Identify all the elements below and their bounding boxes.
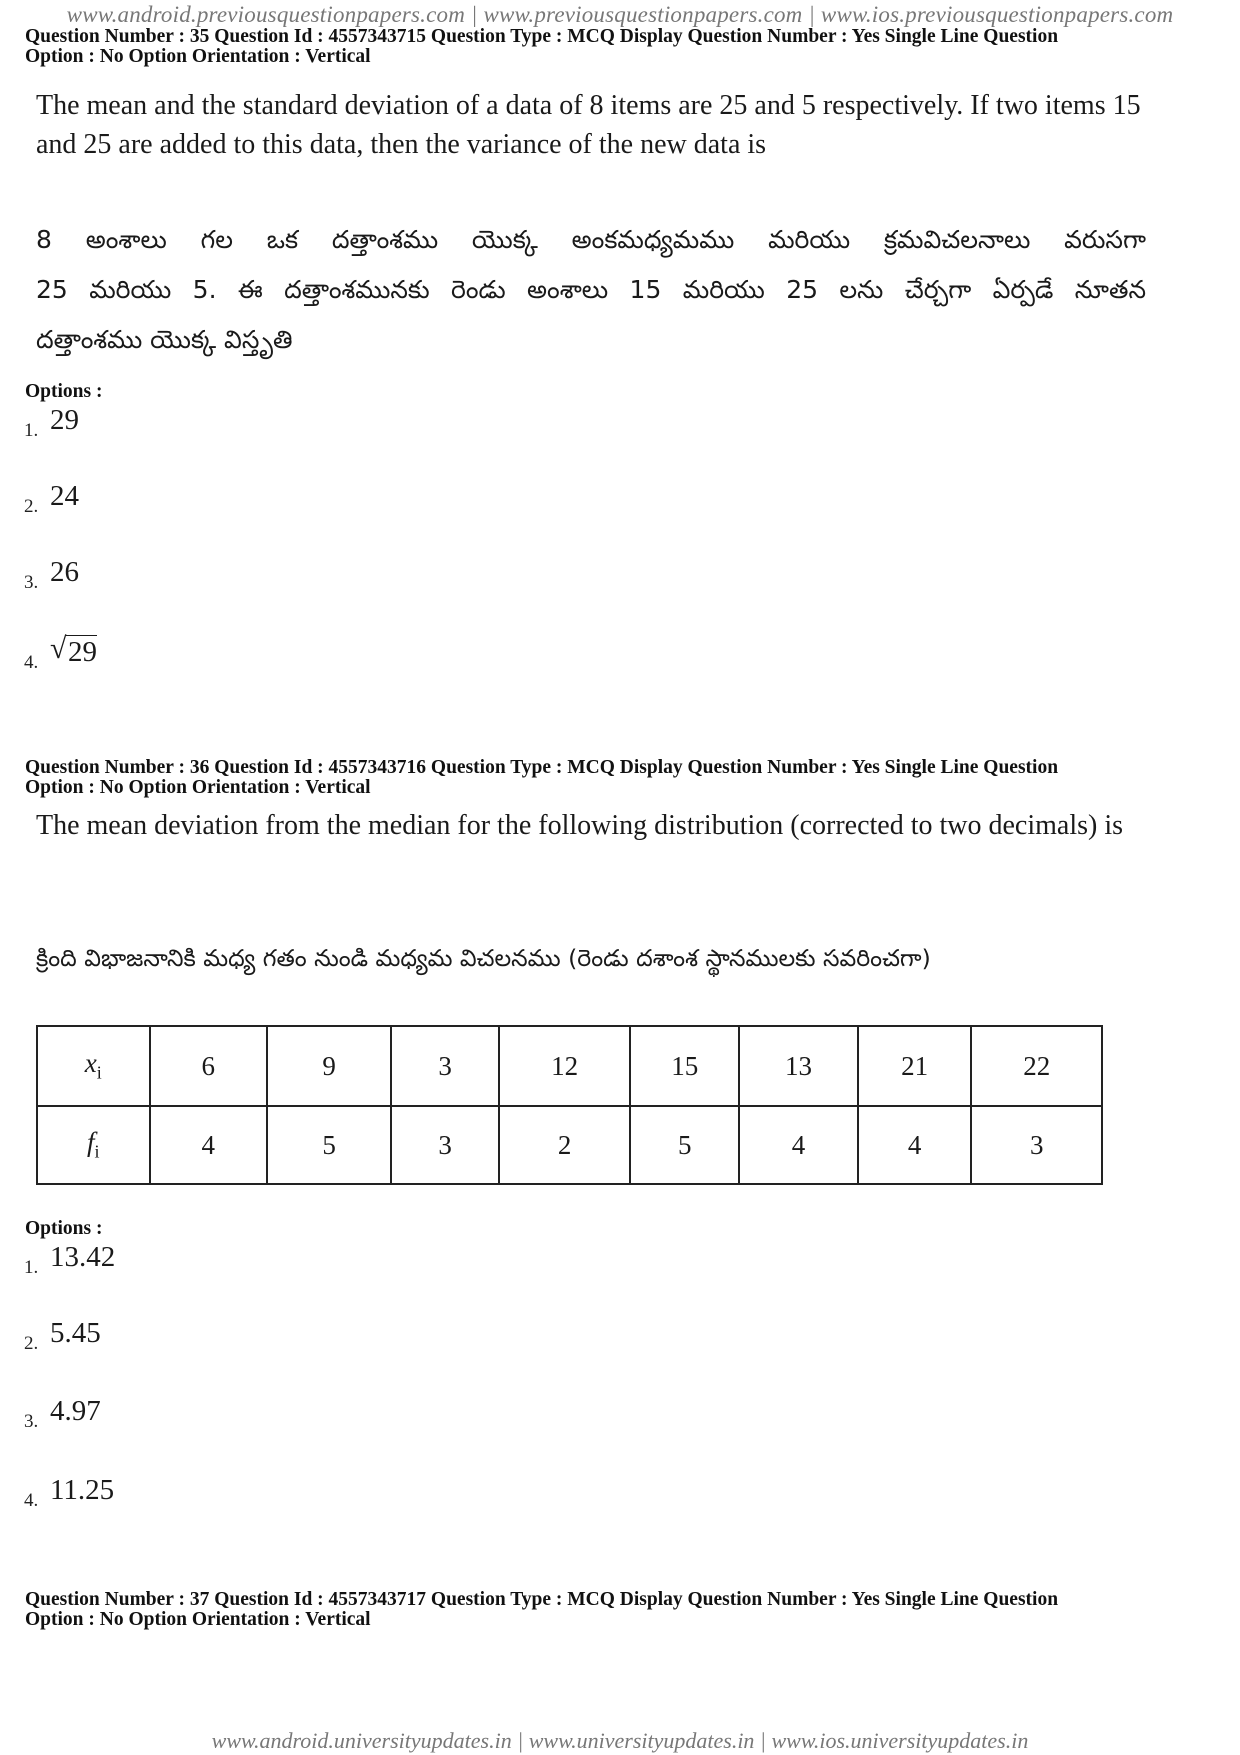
header-watermark-url: www.android.previousquestionpapers.com | www.previousquestionpapers.com | www.ios.previousquestionpapers.com bbox=[66, 2, 1174, 27]
option-number: 1. bbox=[24, 420, 39, 441]
question-35-meta bbox=[25, 27, 1225, 67]
table-cell: 4 bbox=[858, 1106, 972, 1184]
table-cell: 5 bbox=[267, 1106, 391, 1184]
question-35-text-telugu-line-2: 25 మరియు 5. ఈ దత్తాంశమునకు రెండు అంశాలు 15 మరియు 25 లను చేర్చగా ఏర్పడే నూతన bbox=[36, 275, 1146, 304]
option-number: 2. bbox=[24, 1333, 39, 1354]
table-cell: 9 bbox=[267, 1026, 391, 1106]
option-value: 29 bbox=[50, 404, 79, 436]
option-value: 24 bbox=[50, 480, 79, 512]
question-meta-line: Question Number : 35 Question Id : 4557343715 Question Type : MCQ Display Question Number : Yes Single Line Question bbox=[25, 26, 1059, 47]
table-cell: 3 bbox=[971, 1106, 1102, 1184]
question-35-text-telugu-line-3: దత్తాంశము యొక్క విస్తృతి bbox=[36, 325, 293, 354]
table-cell: 6 bbox=[150, 1026, 267, 1106]
table-cell: 4 bbox=[739, 1106, 858, 1184]
question-35-text-english: The mean and the standard deviation of a data of 8 items are 25 and 5 respectively. If two items 15 and 25 are added to this data, then the variance of the new data is bbox=[36, 90, 1141, 160]
question-35-text-telugu-line-1: 8 అంశాలు గల ఒక దత్తాంశము యొక్క అంకమధ్యమము మరియు క్రమవిచలనాలు వరుసగా bbox=[36, 225, 1146, 254]
table-row-f bbox=[37, 1106, 1102, 1184]
radical-sign: √ bbox=[50, 632, 67, 665]
option-value: 4.97 bbox=[50, 1395, 101, 1427]
table-cell: 3 bbox=[391, 1026, 499, 1106]
option-value: 13.42 bbox=[50, 1241, 116, 1273]
question-meta-line: Option : No Option Orientation : Vertical bbox=[25, 46, 371, 67]
option-number: 1. bbox=[24, 1257, 39, 1278]
option-value-sqrt bbox=[50, 632, 97, 669]
table-cell: 13 bbox=[739, 1026, 858, 1106]
option-number: 3. bbox=[24, 572, 39, 593]
table-row-header: $f_i$ bbox=[37, 1106, 150, 1184]
radicand: 29 bbox=[68, 636, 97, 668]
option-number: 2. bbox=[24, 496, 39, 517]
question-meta-line: Question Number : 36 Question Id : 4557343716 Question Type : MCQ Display Question Number : Yes Single Line Question bbox=[25, 757, 1059, 778]
table-cell: 4 bbox=[150, 1106, 267, 1184]
question-36-text-english: The mean deviation from the median for the following distribution (corrected to two decimals) is bbox=[36, 810, 1124, 841]
option-number: 4. bbox=[24, 652, 39, 673]
table-cell: 21 bbox=[858, 1026, 972, 1106]
table-cell: 12 bbox=[499, 1026, 630, 1106]
square-root-expression bbox=[50, 632, 97, 669]
distribution-table bbox=[36, 1025, 1103, 1185]
option-number: 4. bbox=[24, 1490, 39, 1511]
footer-watermark-url: www.android.universityupdates.in | www.universityupdates.in | www.ios.universityupdates.in bbox=[211, 1728, 1029, 1753]
options-label: Options : bbox=[25, 381, 103, 402]
table-cell: 5 bbox=[630, 1106, 739, 1184]
option-value: 26 bbox=[50, 556, 79, 588]
question-36-meta bbox=[25, 758, 1225, 798]
question-36-text-telugu: క్రింది విభాజనానికి మధ్య గతం నుండి మధ్యమ విచలనము (రెండు దశాంశ స్థానములకు సవరించగా) bbox=[36, 944, 931, 972]
table-row-x bbox=[37, 1026, 1102, 1106]
option-value: 5.45 bbox=[50, 1317, 101, 1349]
option-value: 11.25 bbox=[50, 1474, 115, 1506]
table-row-header: $x_i$ bbox=[37, 1026, 150, 1106]
question-37-meta bbox=[25, 1590, 1225, 1630]
table-cell: 22 bbox=[971, 1026, 1102, 1106]
table-cell: 2 bbox=[499, 1106, 630, 1184]
question-meta-line: Option : No Option Orientation : Vertical bbox=[25, 1609, 371, 1630]
table-cell: 15 bbox=[630, 1026, 739, 1106]
table-cell: 3 bbox=[391, 1106, 499, 1184]
question-meta-line: Option : No Option Orientation : Vertical bbox=[25, 777, 371, 798]
options-label: Options : bbox=[25, 1218, 103, 1239]
question-meta-line: Question Number : 37 Question Id : 4557343717 Question Type : MCQ Display Question Number : Yes Single Line Question bbox=[25, 1589, 1059, 1610]
option-number: 3. bbox=[24, 1411, 39, 1432]
